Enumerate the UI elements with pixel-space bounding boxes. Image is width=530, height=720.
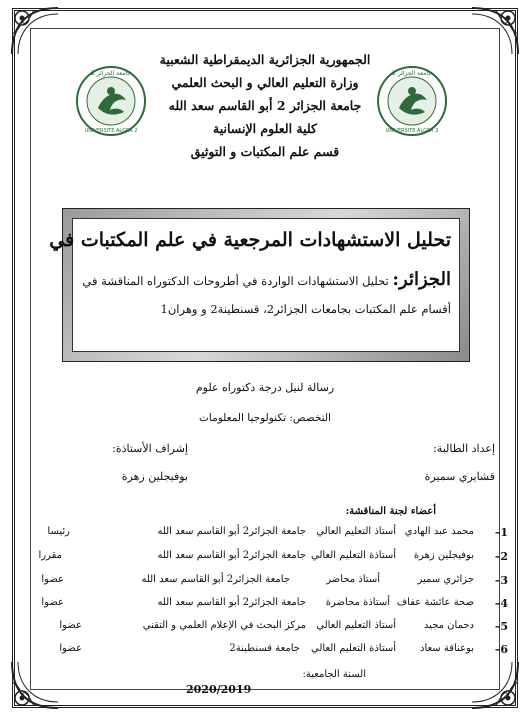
academic-year: 2020/2019 bbox=[186, 683, 252, 696]
thesis-subtitle: تحليل الاستشهادات الواردة في أطروحات الدكتوراه المناقشة في bbox=[82, 274, 393, 288]
institution-header bbox=[140, 48, 390, 163]
corner-ornament-icon bbox=[8, 4, 62, 58]
committee-member-row: 1– محمد عبد الهادي أستاذ التعليم العالي جامعة الجزائر2 أبو القاسم سعد الله رئيسا bbox=[47, 526, 508, 539]
department-name: قسم علم المكتبات و التوثيق bbox=[190, 144, 340, 159]
specialty: التخصص: تكنولوجيا المعلومات bbox=[199, 412, 331, 424]
supervisor-name: بوفيجلين زهرة bbox=[121, 470, 188, 483]
thesis-title-bold: الجزائر: bbox=[392, 269, 451, 290]
seal-arc-text: جامعة الجزائر 2 bbox=[91, 70, 131, 77]
corner-ornament-icon bbox=[468, 658, 522, 712]
ministry-name: وزارة التعليم العالي و البحث العلمي bbox=[171, 75, 359, 90]
thesis-title-line2 bbox=[81, 267, 451, 294]
committee-member-row: 6– بوعناقة سعاد أستاذة التعليم العالي جامعة قسنطينة2 عضوا bbox=[59, 643, 508, 656]
seal-arc-text: جامعة الجزائر 2 bbox=[392, 70, 432, 77]
prepared-by-label: إعداد الطالبة: bbox=[433, 442, 495, 455]
republic-name: الجمهورية الجزائرية الديمقراطية الشعبية bbox=[159, 52, 371, 67]
prepared-by-name: قشايري سميرة bbox=[424, 470, 495, 483]
committee-label: أعضاء لجنة المناقشة: bbox=[345, 506, 436, 517]
corner-ornament-icon bbox=[8, 658, 62, 712]
seal-bottom-text: UNIVERSITE ALGER 2 bbox=[84, 128, 138, 134]
university-seal-icon bbox=[375, 64, 449, 138]
thesis-title-box bbox=[49, 208, 470, 362]
committee-member-row: 2– بوفيجلين زهرة أستاذة التعليم العالي جامعة الجزائر2 أبو القاسم سعد الله مقررا bbox=[38, 550, 508, 563]
seal-bottom-text: UNIVERSITE ALGER 2 bbox=[385, 128, 439, 134]
thesis-title-line1: تحليل الاستشهادات المرجعية في علم المكتبات في bbox=[49, 229, 451, 251]
university-name: جامعة الجزائر 2 أبو القاسم سعد الله bbox=[168, 98, 362, 113]
committee-member-row: 5– دحمان مجيد أستاذ التعليم العالي مركز البحث في الإعلام العلمي و التقني عضوا bbox=[59, 620, 508, 633]
committee-member-row: 3– جزائري سمير أستاذ محاضر جامعة الجزائر2 أبو القاسم سعد الله عضوا bbox=[41, 574, 508, 587]
committee-member-row: 4– صحة عائشة عفاف أستاذة محاضرة جامعة الجزائر2 أبو القاسم سعد الله عضوا bbox=[41, 597, 508, 610]
academic-year-label: السنة الجامعية: bbox=[302, 669, 366, 680]
degree-note: رسالة لنيل درجة دكتوراه علوم bbox=[195, 381, 335, 394]
supervisor-label: إشراف الأستاذة: bbox=[112, 442, 188, 455]
university-seal-icon bbox=[74, 64, 148, 138]
faculty-name: كلية العلوم الإنسانية bbox=[213, 121, 317, 136]
thesis-title-line3: أقسام علم المكتبات بجامعات الجزائر2، قسنطينة2 و وهران1 bbox=[160, 302, 451, 316]
corner-ornament-icon bbox=[468, 4, 522, 58]
